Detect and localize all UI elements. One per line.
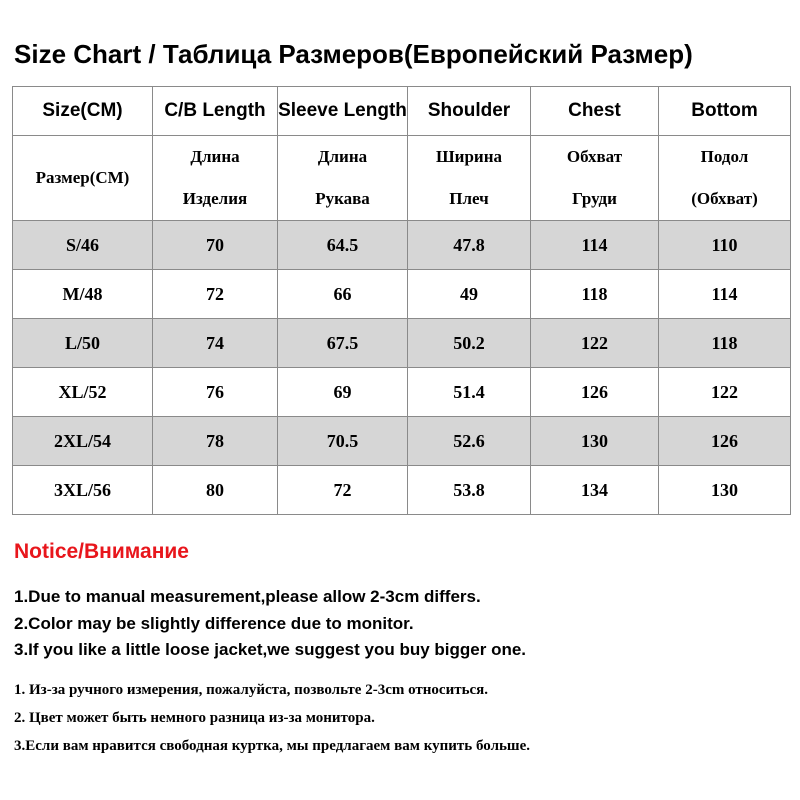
column-header-ru-line: Рукава	[315, 189, 370, 208]
column-header: Chest	[531, 87, 659, 136]
table-cell: 52.6	[408, 417, 531, 466]
table-cell: 130	[659, 466, 791, 515]
table-cell: 114	[659, 270, 791, 319]
table-row	[13, 319, 791, 368]
table-row	[13, 270, 791, 319]
table-cell: 78	[153, 417, 278, 466]
column-header-ru-line: Обхват	[566, 147, 623, 166]
column-header-ru	[659, 136, 791, 221]
table-cell: 134	[531, 466, 659, 515]
table-cell: 66	[278, 270, 408, 319]
column-header-ru-line: Длина	[190, 147, 240, 166]
page-title: Size Chart / Таблица Размеров(Европейский Размер)	[14, 39, 693, 69]
column-header-ru-line: (Обхват)	[691, 189, 758, 208]
table-cell: 110	[659, 221, 791, 270]
notice-list-english	[14, 584, 526, 664]
table-cell: 76	[153, 368, 278, 417]
size-chart-table	[12, 86, 791, 515]
notice-item-ru: 3.Если вам нравится свободная куртка, мы предлагаем вам купить больше.	[14, 738, 530, 754]
column-header-ru-line: Размер(CM)	[35, 168, 130, 187]
size-cell: 3XL/56	[13, 466, 153, 515]
table-cell: 126	[531, 368, 659, 417]
table-cell: 72	[278, 466, 408, 515]
table-cell: 118	[659, 319, 791, 368]
column-header: Shoulder	[408, 87, 531, 136]
column-header-ru	[531, 136, 659, 221]
table-cell: 49	[408, 270, 531, 319]
header-row-russian	[13, 136, 791, 221]
table-cell: 72	[153, 270, 278, 319]
column-header-ru	[278, 136, 408, 221]
column-header-ru-line: Ширина	[435, 147, 502, 166]
notice-item: 2.Color may be slightly difference due to monitor.	[14, 613, 414, 633]
column-header-ru	[408, 136, 531, 221]
column-header-ru-line: Груди	[572, 189, 617, 208]
table-cell: 70.5	[278, 417, 408, 466]
table-row	[13, 368, 791, 417]
column-header-ru-line: Подол	[700, 147, 749, 166]
table-cell: 74	[153, 319, 278, 368]
notice-item-ru: 2. Цвет может быть немного разница из-за монитора.	[14, 710, 375, 726]
table-cell: 122	[531, 319, 659, 368]
table-row	[13, 466, 791, 515]
table-cell: 69	[278, 368, 408, 417]
table-cell: 126	[659, 417, 791, 466]
table-cell: 67.5	[278, 319, 408, 368]
table-cell: 118	[531, 270, 659, 319]
column-header-ru-line: Плеч	[449, 189, 489, 208]
column-header-ru-line: Длина	[317, 147, 368, 166]
table-cell: 70	[153, 221, 278, 270]
column-header: C/B Length	[153, 87, 278, 136]
table-row	[13, 417, 791, 466]
column-header: Bottom	[659, 87, 791, 136]
notice-item: 3.If you like a little loose jacket,we suggest you buy bigger one.	[14, 640, 527, 659]
size-cell: XL/52	[13, 368, 153, 417]
table-cell: 50.2	[408, 319, 531, 368]
size-cell: S/46	[13, 221, 153, 270]
size-cell: M/48	[13, 270, 153, 319]
table-cell: 130	[531, 417, 659, 466]
notice-heading: Notice/Внимание	[14, 540, 189, 563]
column-header-ru	[13, 136, 153, 221]
table-cell: 47.8	[408, 221, 531, 270]
table-row	[13, 221, 791, 270]
table-cell: 64.5	[278, 221, 408, 270]
size-cell: 2XL/54	[13, 417, 153, 466]
notice-item-ru: 1. Из-за ручного измерения, пожалуйста, позвольте 2-3cm относиться.	[14, 682, 489, 698]
column-header: Size(CM)	[13, 87, 153, 136]
column-header-ru-line: Изделия	[182, 189, 248, 208]
table-cell: 53.8	[408, 466, 531, 515]
table-cell: 122	[659, 368, 791, 417]
column-header: Sleeve Length	[278, 87, 408, 136]
table-cell: 80	[153, 466, 278, 515]
notice-item: 1.Due to manual measurement,please allow 2-3cm differs.	[14, 587, 481, 606]
size-cell: L/50	[13, 319, 153, 368]
table-cell: 114	[531, 221, 659, 270]
header-row-english	[13, 87, 791, 136]
notice-list-russian	[14, 676, 530, 760]
column-header-ru	[153, 136, 278, 221]
table-cell: 51.4	[408, 368, 531, 417]
